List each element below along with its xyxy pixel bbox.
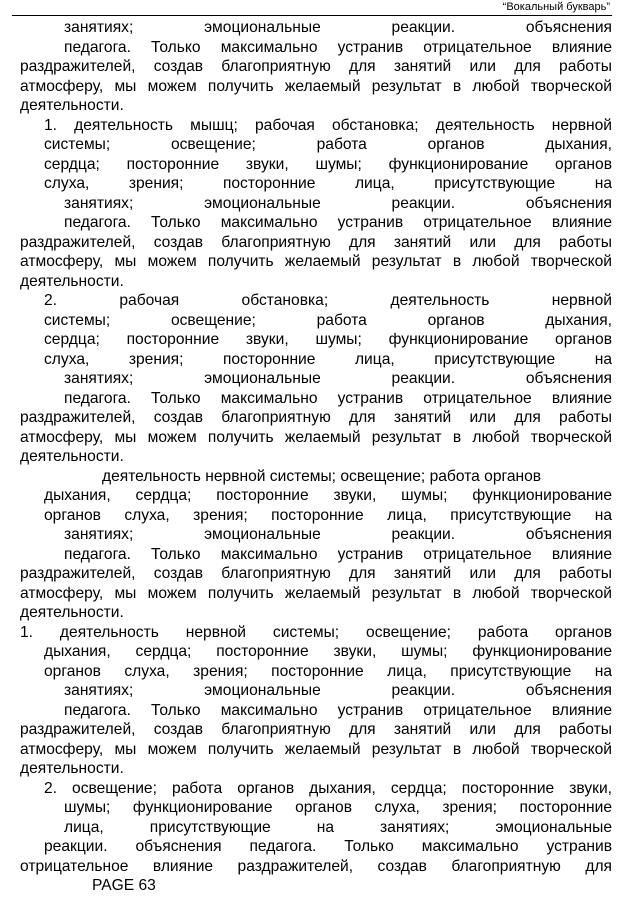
text-line: деятельности. <box>20 760 124 777</box>
text-line: занятиях; эмоциональные реакции. объяснения <box>64 370 612 387</box>
text-line: дыхания, сердца; посторонние звуки, шумы; функционирование <box>44 643 612 660</box>
text-line: системы; освещение; работа органов дыхания, <box>44 311 612 329</box>
text-line: слуха, зрения; посторонние лица, присутствующие на <box>44 350 612 368</box>
text-line: деятельности. <box>20 272 124 290</box>
text-line: раздражителей, создав благоприятную для занятий или для работы <box>20 58 612 75</box>
text-line: раздражителей, создав благоприятную для занятий или для работы <box>20 721 612 738</box>
text-line: занятиях; эмоциональные реакции. объяснения <box>64 194 612 212</box>
text-line: раздражителей, создав благоприятную для занятий или для работы <box>20 409 612 426</box>
text-line: органов слуха, зрения; посторонние лица, присутствующие на <box>44 506 612 524</box>
text-line: раздражителей, создав благоприятную для занятий или для работы <box>20 565 612 582</box>
text-line: занятиях; эмоциональные реакции. объяснения <box>64 19 612 36</box>
text-line: педагога. Только максимально устранив отрицательное влияние <box>64 545 612 563</box>
text-line: 2. освещение; работа органов дыхания, сердца; посторонние звуки, <box>44 779 612 797</box>
text-line: занятиях; эмоциональные реакции. объяснения <box>64 682 612 699</box>
text-line: педагога. Только максимально устранив отрицательное влияние <box>64 214 612 231</box>
text-line: сердца; посторонние звуки, шумы; функционирование органов <box>44 331 612 348</box>
book-title: “Вокальный букварь” <box>502 1 610 13</box>
text-line: слуха, зрения; посторонние лица, присутствующие на <box>44 175 612 192</box>
text-line: атмосферу, мы можем получить желаемый результат в любой творческой <box>20 77 612 95</box>
text-line: атмосферу, мы можем получить желаемый результат в любой творческой <box>20 740 612 758</box>
text-line: раздражителей, создав благоприятную для занятий или для работы <box>20 233 612 251</box>
text-line: педагога. Только максимально устранив отрицательное влияние <box>64 701 612 719</box>
page-number: PAGE 63 <box>92 877 156 894</box>
text-line: педагога. Только максимально устранив отрицательное влияние <box>64 38 612 56</box>
page-body <box>20 18 612 876</box>
text-line: деятельности. <box>20 97 124 114</box>
text-line: органов слуха, зрения; посторонние лица, присутствующие на <box>44 662 612 680</box>
text-line: дыхания, сердца; посторонние звуки, шумы; функционирование <box>44 487 612 504</box>
text-line: шумы; функционирование органов слуха, зрения; посторонние <box>64 799 612 816</box>
text-line: 1. деятельность нервной системы; освещение; работа органов <box>20 623 612 641</box>
text-line: занятиях; эмоциональные реакции. объяснения <box>64 526 612 543</box>
running-header <box>12 0 612 16</box>
text-line: деятельность нервной системы; освещение; работа органов <box>102 467 542 485</box>
text-line: реакции. объяснения педагога. Только максимально устранив <box>44 838 612 855</box>
text-line: лица, присутствующие на занятиях; эмоциональные <box>64 818 612 836</box>
text-line: педагога. Только максимально устранив отрицательное влияние <box>64 389 612 407</box>
text-line: отрицательное влияние раздражителей, создав благоприятную для <box>20 857 612 875</box>
text-line: атмосферу, мы можем получить желаемый результат в любой творческой <box>20 428 612 446</box>
text-line: сердца; посторонние звуки, шумы; функционирование органов <box>44 155 612 173</box>
text-line: деятельности. <box>20 604 124 621</box>
text-line: системы; освещение; работа органов дыхания, <box>44 136 612 153</box>
text-line: деятельности. <box>20 448 124 465</box>
text-line: 1. деятельность мышц; рабочая обстановка; деятельность нервной <box>44 116 612 134</box>
text-line: атмосферу, мы можем получить желаемый результат в любой творческой <box>20 584 612 602</box>
text-line: атмосферу, мы можем получить желаемый результат в любой творческой <box>20 253 612 270</box>
text-line: 2. рабочая обстановка; деятельность нервной <box>44 292 612 309</box>
